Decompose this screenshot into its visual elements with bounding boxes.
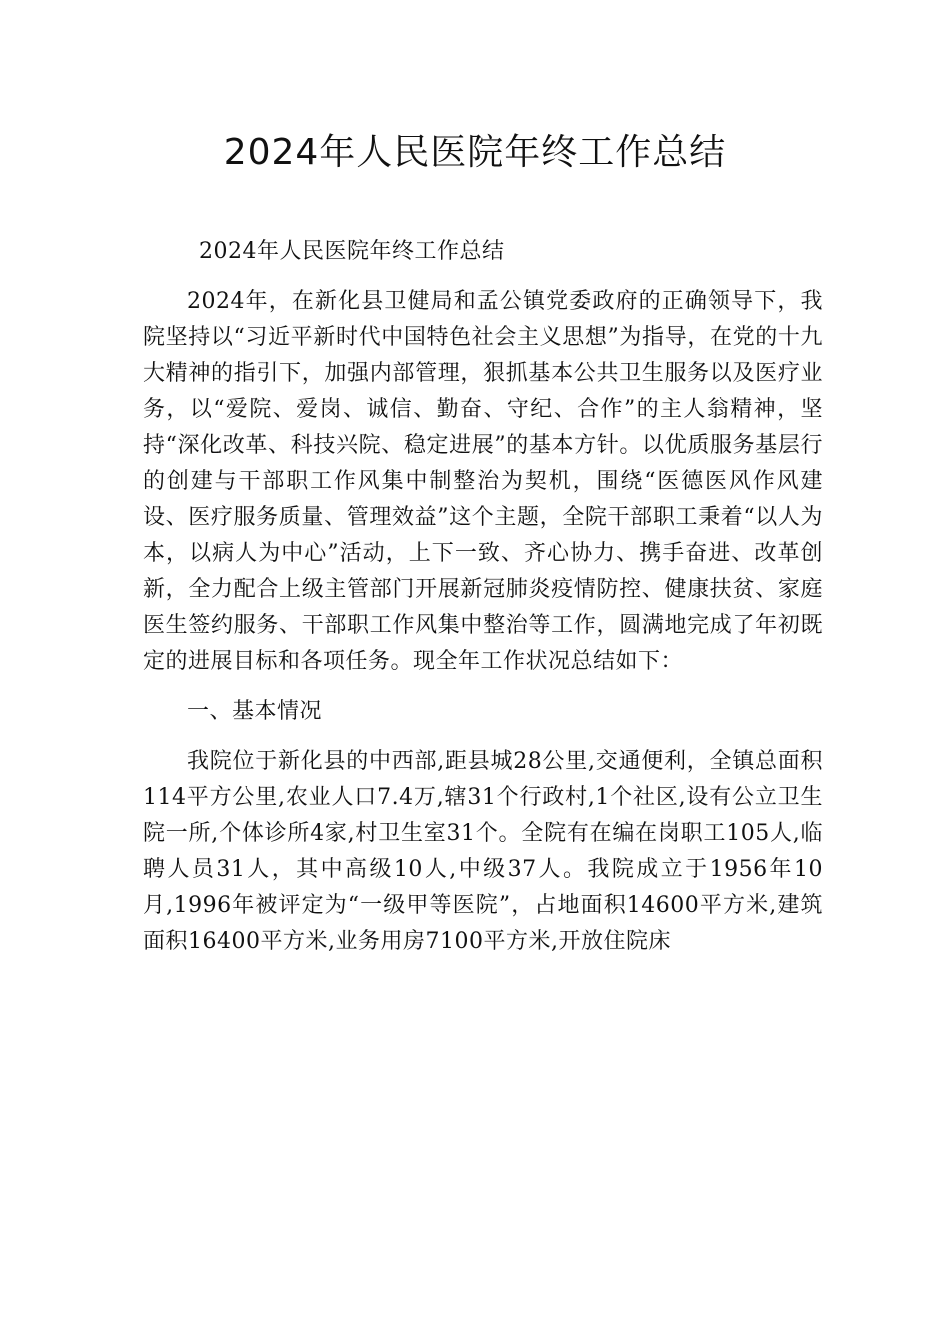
document-subtitle: 2024年人民医院年终工作总结: [199, 239, 505, 264]
document-body: [143, 234, 823, 974]
section-heading-basic-info: 一、基本情况: [187, 699, 323, 724]
basic-info-paragraph: 我院位于新化县的中西部,距县城28公里,交通便利，全镇总面积114平方公里,农业人口7.4万,辖31个行政村,1个社区,设有公立卫生院一所,个体诊所4家,村卫生室31个。全院有在编在岗职工105人,临聘人员31人，其中高级10人,中级37人。我院成立于1956年10月,1996年被评定为“一级甲等医院”，占地面积14600平方米,建筑面积16400平方米,业务用房7100平方米,开放住院床: [143, 749, 823, 954]
intro-paragraph: 2024年，在新化县卫健局和孟公镇党委政府的正确领导下，我院坚持以“习近平新时代中国特色社会主义思想”为指导，在党的十九大精神的指引下，加强内部管理，狠抓基本公共卫生服务以及医疗业务，以“爱院、爱岗、诚信、勤奋、守纪、合作”的主人翁精神，坚持“深化改革、科技兴院、稳定进展”的基本方针。以优质服务基层行的创建与干部职工作风集中制整治为契机，围绕“医德医风作风建设、医疗服务质量、管理效益”这个主题，全院干部职工秉着“以人为本，以病人为中心”活动，上下一致、齐心协力、携手奋进、改革创新，全力配合上级主管部门开展新冠肺炎疫情防控、健康扶贫、家庭医生签约服务、干部职工作风集中整治等工作，圆满地完成了年初既定的进展目标和各项任务。现全年工作状况总结如下：: [143, 289, 823, 674]
document-title: 2024年人民医院年终工作总结: [223, 132, 727, 173]
